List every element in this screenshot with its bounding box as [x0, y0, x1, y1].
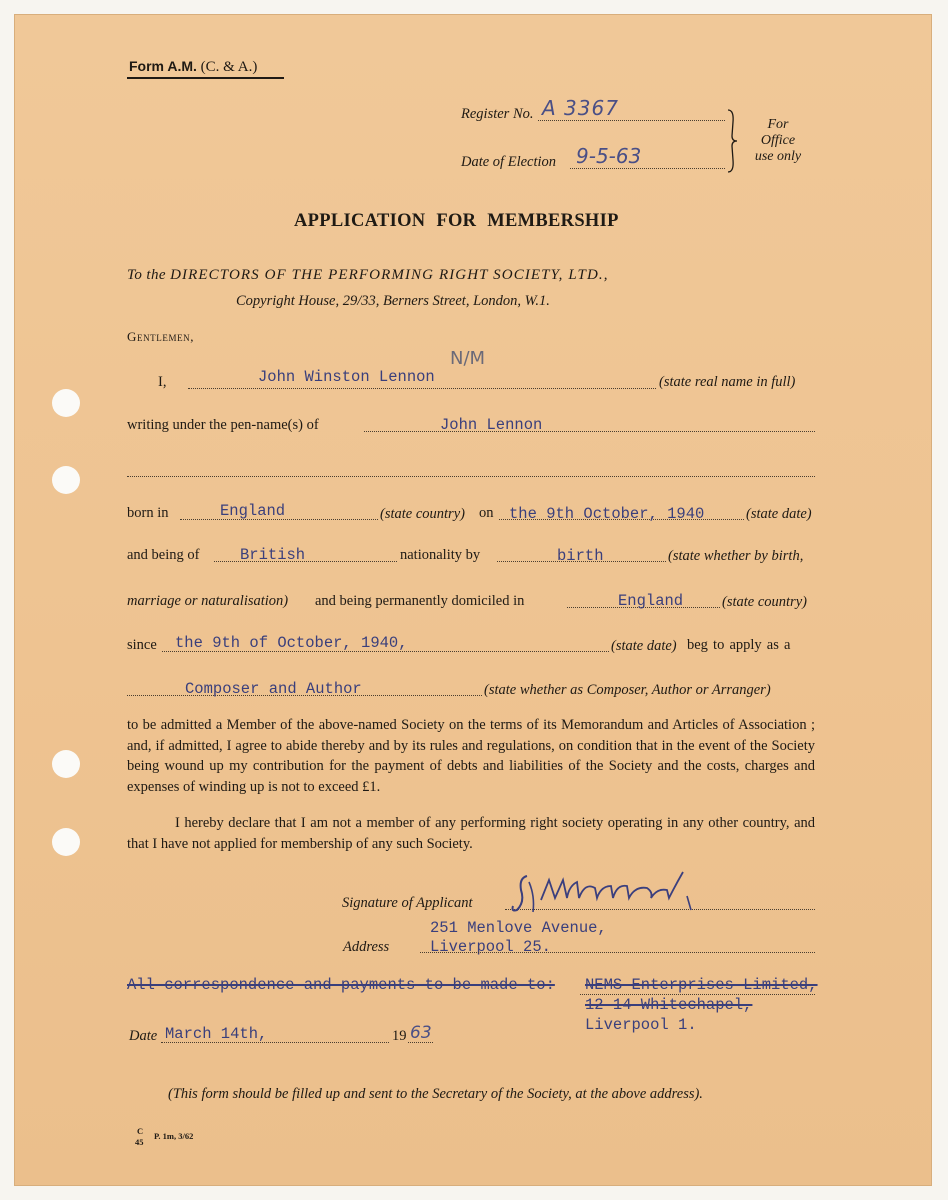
date-label: Date [129, 1028, 158, 1044]
footer-code-top: C [137, 1126, 144, 1136]
punch-hole [52, 466, 80, 494]
since-date-hint: (state date) [611, 638, 677, 654]
address-line1: 251 Menlove Avenue, [430, 919, 607, 937]
margin-note: N/M [450, 348, 486, 369]
address-line [420, 952, 815, 953]
nationality-value: British [240, 546, 306, 564]
born-country-hint: (state country) [380, 506, 465, 522]
form-class: (C. & A.) [200, 59, 258, 75]
real-name-line [188, 388, 656, 389]
born-label: born in [127, 505, 169, 521]
pen-name-value: John Lennon [440, 416, 543, 434]
date-value: March 14th, [165, 1025, 268, 1043]
salutation: Gentlemen, [127, 329, 195, 344]
form-title: APPLICATION FOR MEMBERSHIP [294, 211, 619, 231]
applicant-signature [505, 868, 705, 920]
nationality-by-label: nationality by [400, 547, 481, 563]
i-label: I, [158, 374, 167, 390]
address-label: Address [343, 939, 390, 955]
birth-date-hint: (state date) [746, 506, 812, 522]
real-name-value: John Winston Lennon [258, 368, 435, 386]
office-use-brace [724, 108, 740, 174]
since-date-value: the 9th of October, 1940, [175, 634, 408, 652]
date-year-suffix: 63 [410, 1023, 432, 1043]
footer-note: (This form should be filled up and sent to the Secretary of the Society, at the above address). [168, 1086, 703, 1102]
since-label: since [127, 637, 157, 653]
declaration-paragraph: I hereby declare that I am not a member of any performing right society operating in any other country, and that I have not applied for membership of any such Society. [127, 815, 815, 852]
role-hint: (state whether as Composer, Author or Arranger) [484, 682, 771, 698]
domicile-value: England [618, 592, 684, 610]
nationality-how-value: birth [557, 547, 604, 565]
footer-print-ref: P. 1m, 3/62 [154, 1131, 194, 1141]
born-country-value: England [220, 502, 286, 520]
terms-paragraph: to be admitted a Member of the above-named Society on the terms of its Memorandum and Articles of Association ; and, if admitted, I agree to abide thereby and by its rules and regulations, on condition that in the event of the Society being wound up my contribution for the payment of debts and liabilities of the Society and the costs, charges and expenses of winding up is not to exceed £1. [127, 717, 815, 795]
domicile-hint: (state country) [722, 594, 807, 610]
correspondence-label: All correspondence and payments to be made to: [127, 976, 555, 994]
footer-code-bottom: 45 [135, 1137, 144, 1147]
form-id: Form A.M. [129, 58, 197, 74]
on-label: on [479, 505, 494, 521]
punch-hole [52, 750, 80, 778]
domiciled-label: and being permanently domiciled in [315, 593, 525, 609]
signature-label: Signature of Applicant [342, 895, 473, 911]
addressee-name: DIRECTORS OF THE PERFORMING RIGHT SOCIETY, LTD., [170, 267, 609, 283]
election-date-value: 9-5-63 [576, 144, 642, 168]
apply-label: beg to apply as a [687, 637, 791, 653]
marriage-hint: marriage or naturalisation) [127, 593, 289, 609]
role-value: Composer and Author [185, 680, 362, 698]
register-number-line [538, 120, 725, 121]
correspondence-line2: 12-14 Whitechapel, [585, 996, 753, 1014]
being-label: and being of [127, 547, 200, 563]
election-date-label: Date of Election [461, 154, 557, 170]
address-line2: Liverpool 25. [430, 938, 551, 956]
register-number-label: Register No. [461, 106, 534, 122]
addressee-line [127, 267, 609, 284]
extra-pen-name-line [127, 476, 815, 477]
office-note-line1: For [767, 117, 789, 132]
nationality-how-hint: (state whether by birth, [668, 548, 804, 564]
date-year-prefix: 19 [392, 1028, 407, 1044]
addressee-address: Copyright House, 29/33, Berners Street, London, W.1. [236, 293, 550, 309]
punch-hole [52, 389, 80, 417]
form-id-underline [127, 77, 284, 79]
election-date-line [570, 168, 725, 169]
real-name-hint: (state real name in full) [659, 374, 796, 390]
form-id-label [129, 58, 257, 76]
office-note-line2: Office [760, 133, 796, 148]
pen-name-label: writing under the pen-name(s) of [127, 417, 319, 433]
birth-date-value: the 9th October, 1940 [509, 505, 705, 523]
register-number-value: A 3367 [542, 96, 619, 120]
correspondence-line1: NEMS Enterprises Limited, [585, 976, 818, 994]
office-note-line3: use only [754, 149, 802, 164]
correspondence-line [580, 994, 815, 995]
pen-name-line [364, 431, 815, 432]
correspondence-line3: Liverpool 1. [585, 1016, 697, 1034]
punch-hole [52, 828, 80, 856]
addressee-to: To the [127, 267, 166, 283]
